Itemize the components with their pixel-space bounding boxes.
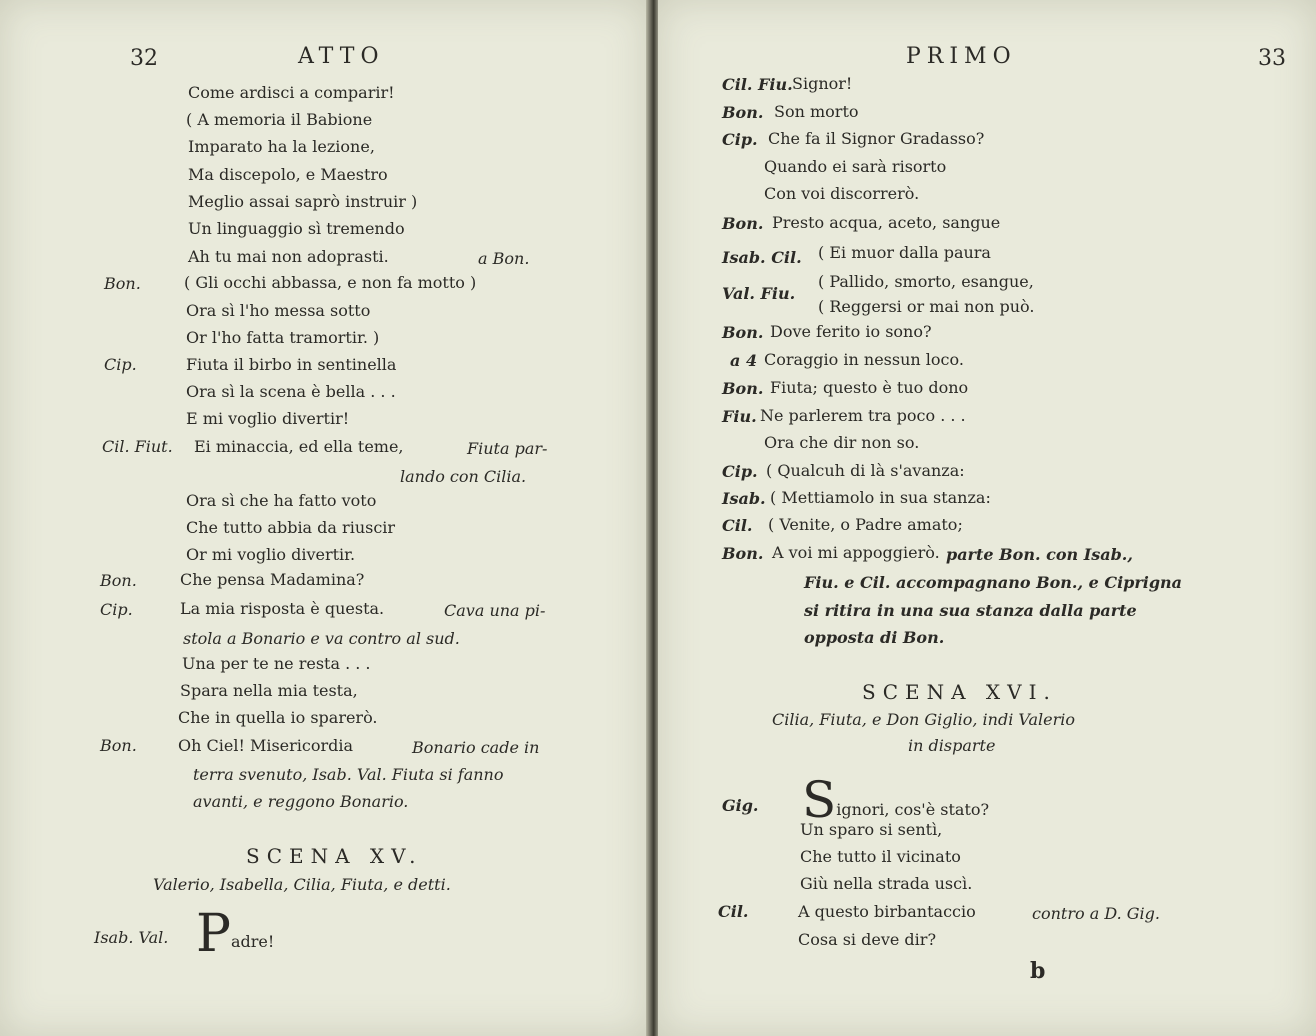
verse-line: ( Reggersi or mai non può. bbox=[818, 297, 1035, 316]
verse-line: Presto acqua, aceto, sangue bbox=[772, 213, 1001, 232]
verse-line: Oh Ciel! Misericordia bbox=[178, 736, 354, 755]
speaker-label: Bon. bbox=[722, 544, 764, 563]
verse-line: Che in quella io sparerò. bbox=[178, 708, 378, 727]
verse-line: ( Mettiamolo in sua stanza: bbox=[770, 488, 991, 507]
stage-direction: parte Bon. con Isab., bbox=[946, 545, 1133, 564]
speaker-label: Isab. bbox=[722, 489, 766, 508]
verse-line: Cosa si deve dir? bbox=[798, 930, 937, 949]
drop-initial: P bbox=[196, 904, 231, 964]
verse-line: Or l'ho fatta tramortir. ) bbox=[186, 328, 380, 347]
scene-heading: SCENA XV. bbox=[246, 844, 423, 868]
verse-line: Meglio assai saprò instruir ) bbox=[188, 192, 418, 211]
stage-direction: stola a Bonario e va contro al sud. bbox=[183, 629, 460, 648]
speaker-label: Cip. bbox=[100, 600, 133, 619]
speaker-label: Cil. Fiut. bbox=[102, 437, 173, 456]
speaker-label: Cip. bbox=[722, 130, 758, 149]
scene-cast: in disparte bbox=[908, 736, 996, 755]
verse-line: Ora che dir non so. bbox=[764, 433, 920, 452]
verse-line: Son morto bbox=[774, 102, 859, 121]
verse-line: ( Qualcuh di là s'avanza: bbox=[766, 461, 965, 480]
verse-text: adre! bbox=[231, 932, 275, 951]
speaker-label: Isab. Val. bbox=[94, 928, 169, 947]
verse-line: Quando ei sarà risorto bbox=[764, 157, 947, 176]
verse-line: A voi mi appoggierò. bbox=[772, 543, 940, 562]
verse-line: ( Pallido, smorto, esangue, bbox=[818, 272, 1034, 291]
speaker-label: Fiu. bbox=[722, 407, 757, 426]
speaker-label: Gig. bbox=[722, 796, 759, 815]
verse-line bbox=[196, 904, 275, 964]
verse-line: ( Gli occhi abbassa, e non fa motto ) bbox=[184, 273, 477, 292]
verse-line: Un linguaggio sì tremendo bbox=[188, 219, 405, 238]
speaker-label: Bon. bbox=[722, 103, 764, 122]
verse-line: Ora sì la scena è bella . . . bbox=[186, 382, 396, 401]
verse-line: ( Ei muor dalla paura bbox=[818, 243, 991, 262]
stage-direction: Bonario cade in bbox=[412, 738, 540, 757]
speaker-label: Cip. bbox=[104, 355, 137, 374]
verse-line: Ora sì l'ho messa sotto bbox=[186, 301, 371, 320]
speaker-label: Cil. bbox=[722, 516, 753, 535]
verse-line: Dove ferito io sono? bbox=[770, 322, 932, 341]
right-page bbox=[658, 0, 1316, 1036]
speaker-label: Bon. bbox=[722, 214, 764, 233]
stage-direction: Cava una pi- bbox=[444, 601, 546, 620]
stage-direction: terra svenuto, Isab. Val. Fiuta si fanno bbox=[193, 765, 504, 784]
speaker-label: Cil. bbox=[718, 902, 749, 921]
scene-heading: SCENA XVI. bbox=[862, 680, 1057, 704]
stage-direction: lando con Cilia. bbox=[400, 467, 527, 486]
verse-line: Fiuta; questo è tuo dono bbox=[770, 378, 969, 397]
verse-line: Ora sì che ha fatto voto bbox=[186, 491, 377, 510]
scene-cast: Valerio, Isabella, Cilia, Fiuta, e detti. bbox=[153, 875, 451, 894]
verse-line: Che fa il Signor Gradasso? bbox=[768, 129, 985, 148]
verse-line: Ne parlerem tra poco . . . bbox=[760, 406, 966, 425]
page-number: 33 bbox=[1258, 46, 1286, 71]
stage-direction: a Bon. bbox=[478, 249, 530, 268]
stage-direction: avanti, e reggono Bonario. bbox=[193, 792, 409, 811]
speaker-label: Bon. bbox=[100, 736, 137, 755]
stage-direction: opposta di Bon. bbox=[804, 628, 945, 647]
verse-line: Come ardisci a comparir! bbox=[188, 83, 395, 102]
running-head: PRIMO bbox=[906, 44, 1017, 69]
left-page bbox=[0, 0, 650, 1036]
verse-line: Coraggio in nessun loco. bbox=[764, 350, 964, 369]
verse-line: E mi voglio divertir! bbox=[186, 409, 350, 428]
running-head: ATTO bbox=[298, 44, 385, 69]
signature-mark: b bbox=[1030, 958, 1046, 984]
verse-line: ( A memoria il Babione bbox=[186, 110, 373, 129]
verse-line: Che tutto il vicinato bbox=[800, 847, 961, 866]
verse-line: Che tutto abbia da riuscir bbox=[186, 518, 396, 537]
stage-direction: si ritira in una sua stanza dalla parte bbox=[804, 601, 1137, 620]
drop-initial: S bbox=[802, 771, 837, 829]
speaker-label: Isab. Cil. bbox=[722, 248, 802, 267]
speaker-label: Bon. bbox=[722, 379, 764, 398]
verse-text: ignori, cos'è stato? bbox=[836, 800, 990, 819]
verse-line: Ma discepolo, e Maestro bbox=[188, 165, 388, 184]
speaker-label: Bon. bbox=[104, 274, 141, 293]
speaker-label: Val. Fiu. bbox=[722, 284, 796, 303]
verse-line: ( Venite, o Padre amato; bbox=[768, 515, 963, 534]
stage-direction: contro a D. Gig. bbox=[1032, 904, 1160, 923]
speaker-label: Cip. bbox=[722, 462, 758, 481]
verse-line: Spara nella mia testa, bbox=[180, 681, 358, 700]
verse-line: Fiuta il birbo in sentinella bbox=[186, 355, 397, 374]
verse-line: Signor! bbox=[792, 74, 853, 93]
speaker-label: Bon. bbox=[100, 571, 137, 590]
scene-cast: Cilia, Fiuta, e Don Giglio, indi Valerio bbox=[772, 710, 1076, 729]
verse-line: Imparato ha la lezione, bbox=[188, 137, 375, 156]
stage-direction: Fiuta par- bbox=[467, 439, 548, 458]
stage-direction: Fiu. e Cil. accompagnano Bon., e Ciprigna bbox=[804, 573, 1183, 592]
speaker-label: a 4 bbox=[730, 351, 758, 370]
verse-line: La mia risposta è questa. bbox=[180, 599, 385, 618]
page-number: 32 bbox=[130, 46, 158, 71]
verse-line: Or mi voglio divertir. bbox=[186, 545, 356, 564]
verse-line: Una per te ne resta . . . bbox=[182, 654, 371, 673]
verse-line: Che pensa Madamina? bbox=[180, 570, 365, 589]
speaker-label: Cil. Fiu. bbox=[722, 75, 793, 94]
verse-line: Giù nella strada uscì. bbox=[800, 874, 973, 893]
verse-line: Un sparo si sentì, bbox=[800, 820, 943, 839]
speaker-label: Bon. bbox=[722, 323, 764, 342]
verse-line: Ei minaccia, ed ella teme, bbox=[194, 437, 404, 456]
verse-line: Ah tu mai non adoprasti. bbox=[188, 247, 389, 266]
verse-line: A questo birbantaccio bbox=[798, 902, 976, 921]
verse-line: Con voi discorrerò. bbox=[764, 184, 920, 203]
